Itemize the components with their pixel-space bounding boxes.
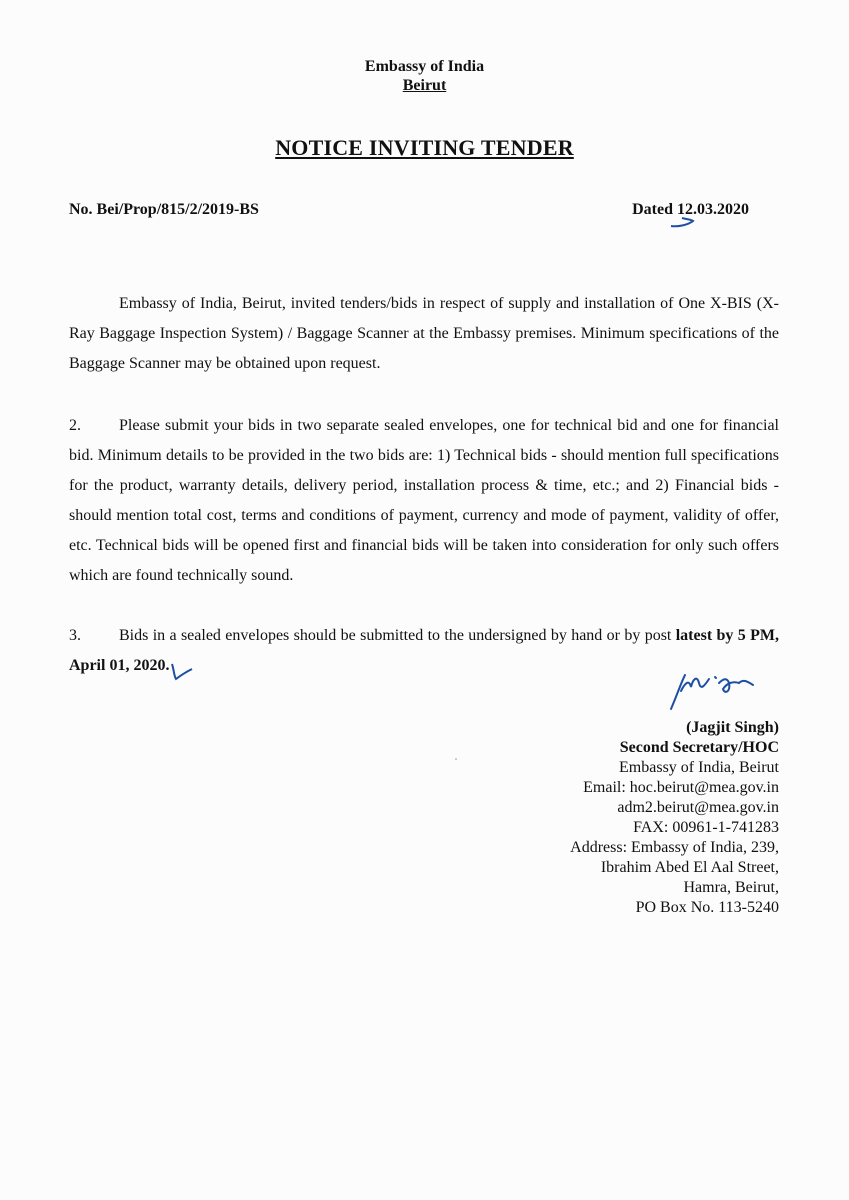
scan-speck — [455, 758, 457, 760]
paragraph-2 — [69, 411, 779, 591]
reference-number: No. Bei/Prop/815/2/2019-BS — [69, 201, 259, 218]
signature-block — [570, 718, 779, 918]
ink-correction-mark-date — [668, 214, 698, 230]
paragraph-2-number: 2. — [69, 417, 81, 434]
paragraph-3-text: Bids in a sealed envelopes should be submitted to the undersigned by hand or by post — [119, 627, 672, 644]
signatory-email-1: Email: hoc.beirut@mea.gov.in — [583, 779, 779, 796]
header-city-text: Beirut — [402, 77, 447, 94]
ink-correction-mark-deadline — [166, 660, 196, 682]
signatory-office: Embassy of India, Beirut — [619, 759, 779, 776]
signatory-fax: FAX: 00961-1-741283 — [633, 819, 779, 836]
paragraph-3-number: 3. — [69, 627, 81, 644]
header-city — [0, 77, 849, 95]
signatory-po-box: PO Box No. 113-5240 — [635, 899, 779, 916]
paragraph-1: Embassy of India, Beirut, invited tenders/bids in respect of supply and installation of One X-BIS (X-Ray Baggage Inspection System) / Baggage Scanner at the Embassy premises. Minimum specifications of the Baggage Scanner may be obtained upon request. — [69, 295, 779, 372]
signatory-designation: Second Secretary/HOC — [619, 739, 779, 756]
signatory-address-line-1: Address: Embassy of India, 239, — [570, 839, 779, 856]
signatory-address-line-3: Hamra, Beirut, — [683, 879, 779, 896]
signatory-email-2: adm2.beirut@mea.gov.in — [617, 799, 779, 816]
header-organization: Embassy of India — [364, 58, 485, 75]
signature-image — [659, 665, 779, 715]
dated-label: Dated — [632, 201, 673, 218]
date-value: 12.03.2020 — [677, 201, 749, 218]
signatory-name: (Jagjit Singh) — [686, 719, 779, 736]
signatory-address-line-2: Ibrahim Abed El Aal Street, — [600, 859, 779, 876]
paragraph-3-deadline: latest by 5 PM, April 01, 2020. — [69, 627, 780, 674]
document-title: NOTICE INVITING TENDER — [275, 135, 574, 160]
paragraph-2-text: Please submit your bids in two separate sealed envelopes, one for technical bid and one for financial bid. Minimum details to be provided in the two bids are: 1) Technical bids - should mention full specifications for the product, warranty details, delivery period, installation process & time, etc.; and 2) Financial bids - should mention total cost, terms and conditions of payment, currency and mode of payment, validity of offer, etc. Technical bids will be opened first and financial bids will be taken into consideration for only such offers which are found technically sound. — [69, 417, 779, 584]
